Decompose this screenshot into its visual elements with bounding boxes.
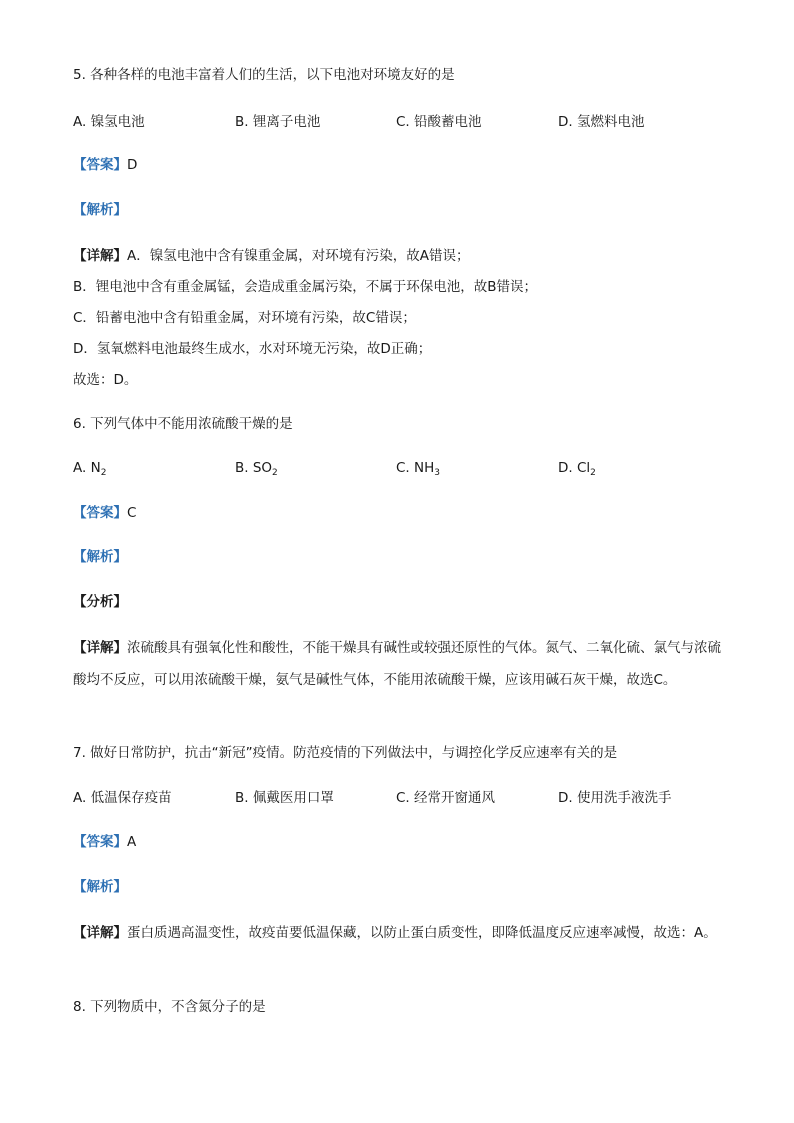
q6-option-a: A. $N_2$ xyxy=(73,460,107,478)
answer-value: D xyxy=(127,157,138,173)
q5-detail-line-4: D．氢氧燃料电池最终生成水，水对环境无污染，故D正确； xyxy=(73,341,432,357)
q7-detail xyxy=(73,917,723,949)
q6-answer xyxy=(73,503,136,523)
q6-analysis-tag xyxy=(73,547,127,567)
q5-detail-line-3: C．铅蓄电池中含有铅重金属，对环境有污染，故C错误； xyxy=(73,310,416,326)
q6-option-c: C. $NH_3$ xyxy=(396,460,440,478)
q5-option-a: A. 镍氢电池 xyxy=(73,114,145,130)
answer-value: A xyxy=(127,834,137,850)
analysis-tag: 【解析】 xyxy=(73,879,127,895)
q7-option-a: A. 低温保存疫苗 xyxy=(73,790,172,806)
q7-analysis-tag xyxy=(73,877,127,897)
q7-option-c: C. 经常开窗通风 xyxy=(396,790,496,806)
answer-tag: 【答案】 xyxy=(73,505,127,521)
analysis-tag: 【解析】 xyxy=(73,202,127,218)
detail-text: 浓硫酸具有强氧化性和酸性，不能干燥具有碱性或较强还原性的气体。氮气、二氧化硫、氯气与浓硫酸均不反应，可以用浓硫酸干燥，氨气是碱性气体，不能用浓硫酸干燥，应该用碱石灰干燥，故选C。 xyxy=(73,640,721,688)
q6-option-d: D. $Cl_2$ xyxy=(558,460,596,478)
q5-detail-line-1 xyxy=(73,246,469,266)
question-5-stem: 5. 各种各样的电池丰富着人们的生活，以下电池对环境友好的是 xyxy=(73,67,455,83)
fenxi-tag: 【分析】 xyxy=(73,594,127,610)
answer-tag: 【答案】 xyxy=(73,834,127,850)
question-7-stem: 7. 做好日常防护，抗击“新冠”疫情。防范疫情的下列做法中，与调控化学反应速率有关的是 xyxy=(73,745,618,761)
detail-text: 蛋白质遇高温变性，故疫苗要低温保藏，以防止蛋白质变性，即降低温度反应速率减慢，故选：A。 xyxy=(127,925,717,941)
q5-option-b: B. 锂离子电池 xyxy=(235,114,321,130)
q7-option-b: B. 佩戴医用口罩 xyxy=(235,790,334,806)
answer-tag: 【答案】 xyxy=(73,157,127,173)
q5-option-d: D. 氢燃料电池 xyxy=(558,114,645,130)
question-6-stem: 6. 下列气体中不能用浓硫酸干燥的是 xyxy=(73,416,293,432)
detail-text: A．镍氢电池中含有镍重金属，对环境有污染，故A错误； xyxy=(127,248,470,264)
q6-option-b: B. $SO_2$ xyxy=(235,460,278,478)
q6-fenxi-tag xyxy=(73,592,127,612)
question-8-stem: 8. 下列物质中，不含氮分子的是 xyxy=(73,999,266,1015)
q5-answer xyxy=(73,155,137,175)
q5-detail-line-5: 故选：D。 xyxy=(73,372,138,388)
q5-option-c: C. 铅酸蓄电池 xyxy=(396,114,482,130)
detail-tag: 【详解】 xyxy=(73,640,127,656)
q7-option-d: D. 使用洗手液洗手 xyxy=(558,790,672,806)
q7-answer xyxy=(73,832,136,852)
answer-value: C xyxy=(127,505,137,521)
analysis-tag: 【解析】 xyxy=(73,549,127,565)
detail-tag: 【详解】 xyxy=(73,925,127,941)
detail-tag: 【详解】 xyxy=(73,248,127,264)
q5-analysis-tag xyxy=(73,200,127,220)
q5-detail-line-2: B．锂电池中含有重金属锰，会造成重金属污染，不属于环保电池，故B错误； xyxy=(73,279,538,295)
q6-detail xyxy=(73,632,723,696)
